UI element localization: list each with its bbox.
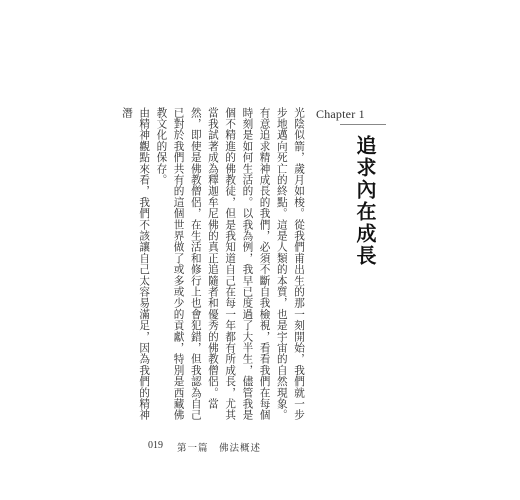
paragraph: 由精神觀點來看，我們不該讓自己太容易滿足，因為我們的精神潛: [120, 107, 151, 421]
page-number: 019: [148, 440, 163, 451]
paragraph: 光陰似箭，歲月如梭。從我們甫出生的那一刻開始，我們就一步步地邁向死亡的終點。這是人類的本質，也是宇宙的自然現象。有意追求精神成長的我們，必須不斷自我檢視，看看我們在每個時刻是如何生活的。以我為例，我早已度過了大半生，儘管我是個不精進的佛教徒，但是我知道自己在每一年都有所成長，尤其當我試著成為釋迦牟尼佛的真正追隨者和優秀的佛教僧侶。當然，即使是佛教僧侶，在生活和修行上也會犯錯，但我認為自己已對於我們共有的這個世界做了或多或少的貢獻，特別是西藏佛教文化的保存。: [155, 107, 305, 421]
chapter-label: Chapter 1: [316, 107, 365, 121]
chapter-divider: [340, 124, 386, 125]
chapter-title: 追求內在成長: [353, 135, 377, 267]
running-head: 第一篇 佛法概述: [177, 443, 262, 454]
body-text: [120, 107, 307, 421]
